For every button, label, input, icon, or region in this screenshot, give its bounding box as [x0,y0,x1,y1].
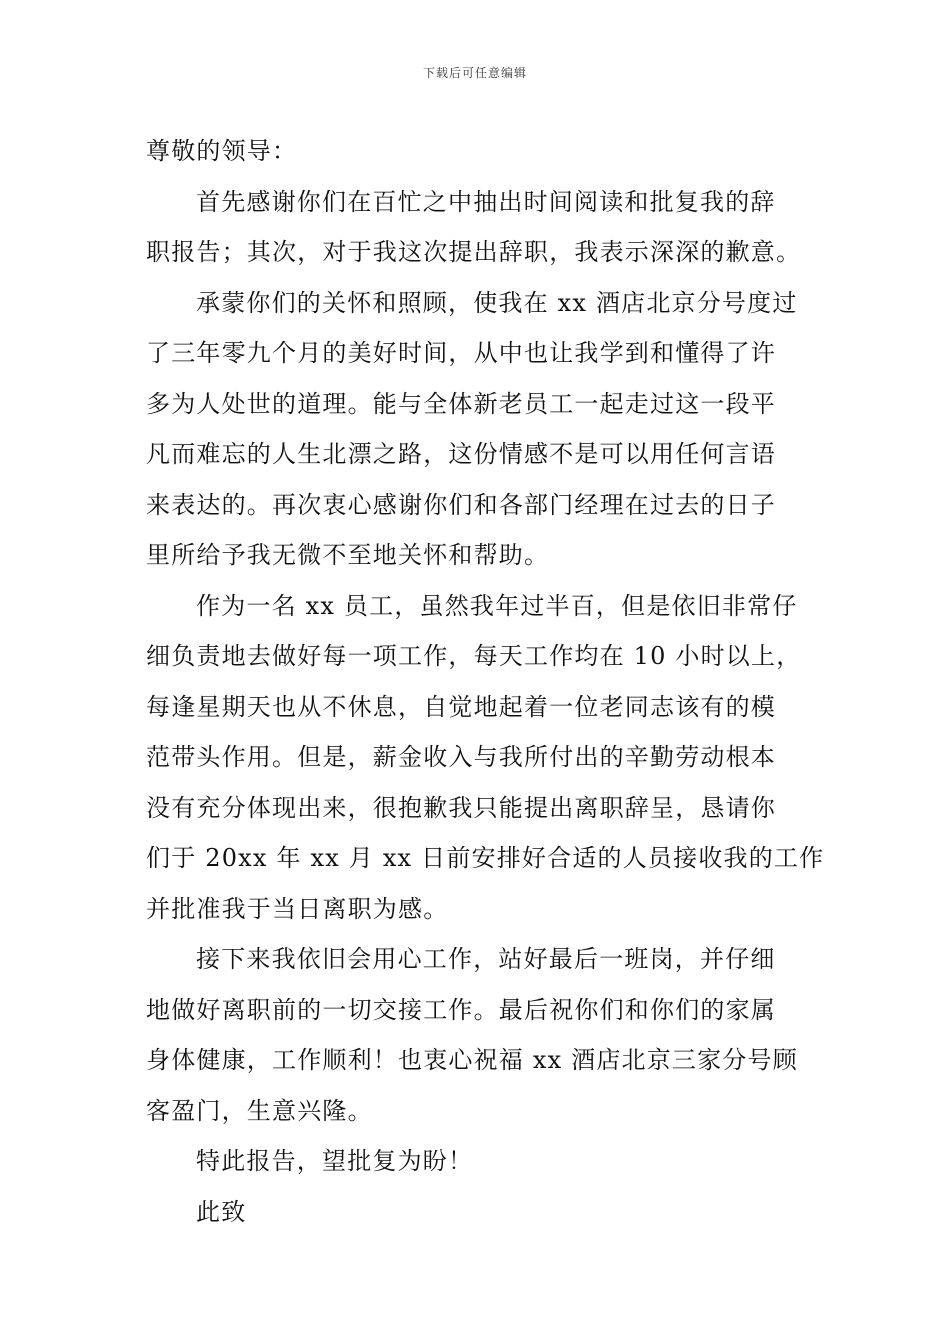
letter-line: 们于 20xx 年 xx 月 xx 日前安排好合适的人员接收我的工作 [146,844,825,872]
letter-line: 职报告；其次，对于我这次提出辞职，我表示深深的歉意。 [146,238,802,266]
letter-line: 特此报告，望批复为盼！ [196,1147,474,1175]
letter-line: 承蒙你们的关怀和照顾，使我在 xx 酒店北京分号度过 [196,288,798,317]
letter-line: 地做好离职前的一切交接工作。最后祝你们和你们的家属 [146,995,776,1024]
letter-line: 身体健康，工作顺利！也衷心祝福 xx 酒店北京三家分号顾 [146,1046,798,1074]
letter-line: 里所给予我无微不至地关怀和帮助。 [146,541,550,569]
letter-line: 作为一名 xx 员工，虽然我年过半百，但是依旧非常仔 [196,591,798,620]
letter-line: 每逢星期天也从不休息，自觉地起着一位老同志该有的模 [146,692,776,721]
letter-line: 首先感谢你们在百忙之中抽出时间阅读和批复我的辞 [196,187,776,216]
header-note: 下载后可任意编辑 [422,66,527,80]
letter-line: 凡而难忘的人生北漂之路，这份情感不是可以用任何言语 [146,440,776,468]
letter-line: 并批准我于当日离职为感。 [146,894,449,923]
letter-line: 来表达的。再次衷心感谢你们和各部门经理在过去的日子 [146,490,776,519]
letter-line: 了三年零九个月的美好时间，从中也让我学到和懂得了许 [146,339,776,367]
letter-line: 客盈门，生意兴隆。 [146,1096,373,1125]
letter-line: 没有充分体现出来，很抱歉我只能提出离职辞呈，恳请你 [146,793,776,822]
letter-line: 多为人处世的道理。能与全体新老员工一起走过这一段平 [146,389,776,418]
letter-line: 范带头作用。但是，薪金收入与我所付出的辛勤劳动根本 [146,743,776,771]
letter-body [146,126,825,1237]
letter-line: 尊敬的领导： [146,137,298,165]
letter-line: 此致 [196,1197,247,1226]
letter-line: 接下来我依旧会用心工作，站好最后一班岗，并仔细 [196,945,776,973]
letter-line: 细负责地去做好每一项工作，每天工作均在 10 小时以上， [146,642,802,670]
